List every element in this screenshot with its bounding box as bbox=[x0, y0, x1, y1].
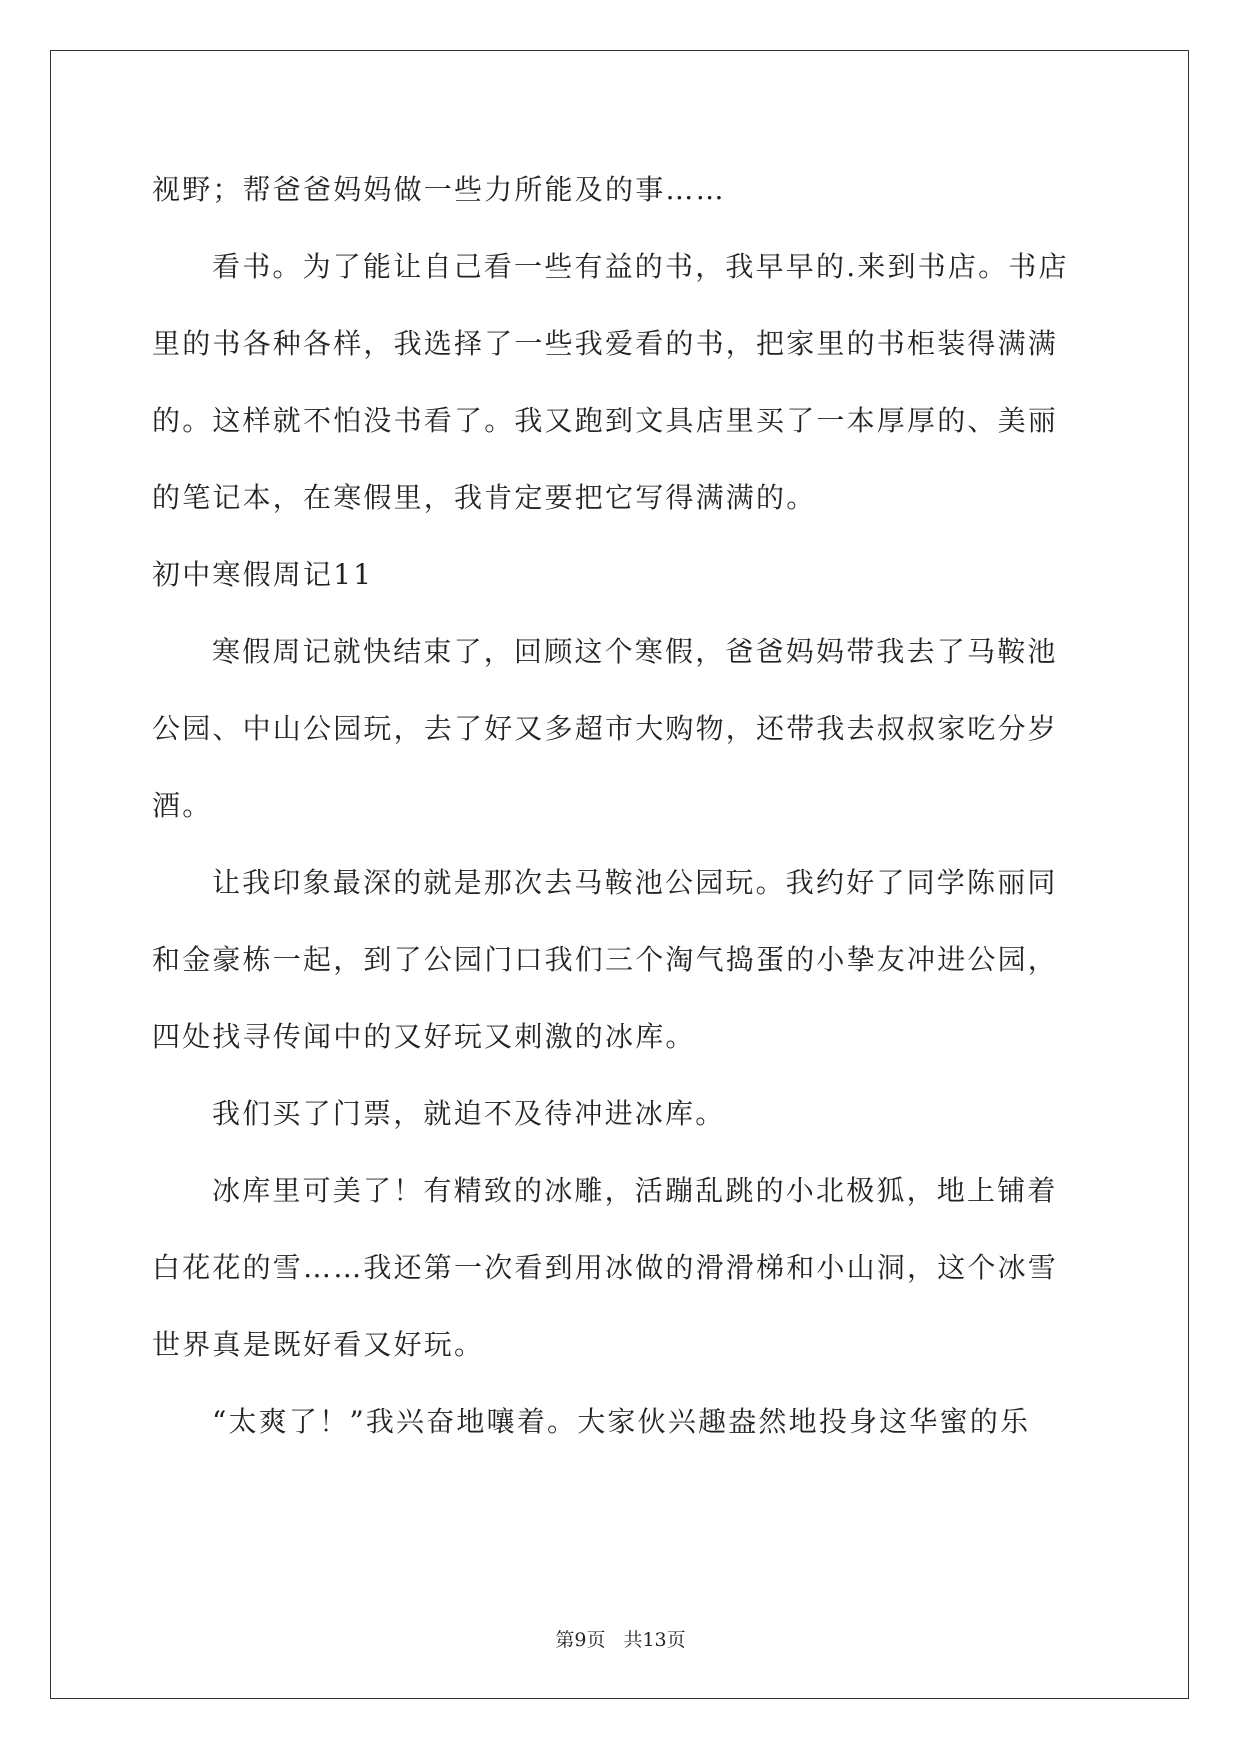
text-line: 公园、中山公园玩，去了好又多超市大购物，还带我去叔叔家吃分岁 bbox=[152, 712, 1059, 745]
text-line: 的。这样就不怕没书看了。我又跑到文具店里买了一本厚厚的、美丽 bbox=[152, 404, 1059, 437]
text-line: 四处找寻传闻中的又好玩又刺激的冰库。 bbox=[152, 1020, 696, 1053]
page-footer bbox=[0, 1628, 1241, 1652]
text-line: 视野；帮爸爸妈妈做一些力所能及的事…… bbox=[152, 173, 726, 206]
paragraph-first-line: 让我印象最深的就是那次去马鞍池公园玩。我约好了同学陈丽同 bbox=[212, 866, 1058, 899]
section-heading: 初中寒假周记11 bbox=[152, 558, 374, 591]
paragraph-first-line: “太爽了！”我兴奋地嚷着。大家伙兴趣盎然地投身这华蜜的乐 bbox=[212, 1405, 1031, 1438]
text-line: 的笔记本，在寒假里，我肯定要把它写得满满的。 bbox=[152, 481, 817, 514]
paragraph-first-line: 冰库里可美了！有精致的冰雕，活蹦乱跳的小北极狐，地上铺着 bbox=[212, 1174, 1058, 1207]
page-total: 共13页 bbox=[623, 1629, 686, 1651]
paragraph-first-line: 寒假周记就快结束了，回顾这个寒假，爸爸妈妈带我去了马鞍池 bbox=[212, 635, 1058, 668]
text-line: 酒。 bbox=[152, 789, 213, 822]
text-line: 和金豪栋一起，到了公园门口我们三个淘气捣蛋的小挚友冲进公园， bbox=[152, 943, 1059, 976]
page-number: 第9页 bbox=[555, 1629, 606, 1651]
paragraph-first-line: 我们买了门票，就迫不及待冲进冰库。 bbox=[212, 1097, 726, 1130]
text-line: 白花花的雪……我还第一次看到用冰做的滑滑梯和小山洞，这个冰雪 bbox=[152, 1251, 1059, 1284]
paragraph-first-line: 看书。为了能让自己看一些有益的书，我早早的.来到书店。书店 bbox=[212, 250, 1069, 283]
text-line: 里的书各种各样，我选择了一些我爱看的书，把家里的书柜装得满满 bbox=[152, 327, 1059, 360]
text-line: 世界真是既好看又好玩。 bbox=[152, 1328, 485, 1361]
